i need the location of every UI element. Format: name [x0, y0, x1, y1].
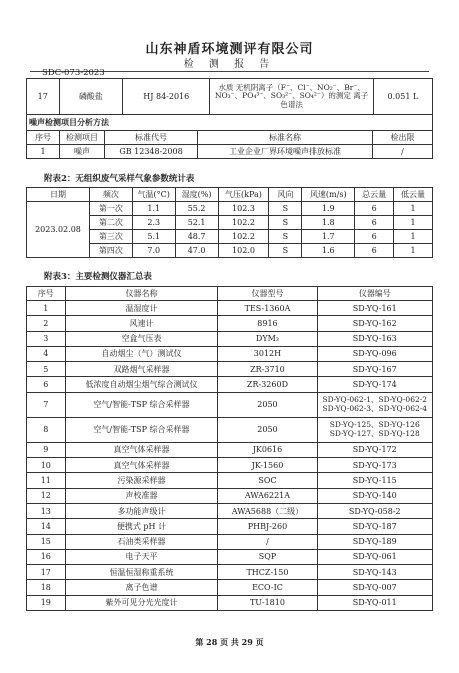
- table-row: 7 空气/智能-TSP 综合采样器 2050 SD-YQ-062-1、SD-YQ-062-2 SD-YQ-062-3、SD-YQ-062-4: [27, 392, 433, 417]
- report-title: 检 测 报 告: [183, 59, 276, 70]
- noise-header-row: 序号 检测项目 标准代号 标准名称 检出限: [27, 131, 433, 145]
- table-row: 5 双路烟气采样器 ZR-3710 SD-YQ-167: [27, 362, 433, 377]
- company-name: 山东神盾环境测评有限公司: [145, 42, 314, 57]
- table-row: 2 风速计 8916 SD-YQ-162: [27, 316, 433, 331]
- report-code: SDC-073-2023: [42, 68, 105, 78]
- page-number: 第 28 页 共 29 页: [195, 637, 264, 647]
- table-row: 16 电子天平 SQP SD-YQ-061: [27, 549, 433, 564]
- weather-table: [26, 187, 433, 258]
- table-row: 1 噪声 GB 12348-2008 工业企业厂界环境噪声排放标准 /: [27, 145, 433, 159]
- table-row: 15 石油类采样器 / SD-YQ-189: [27, 534, 433, 549]
- instruments-title: 附表3：主要检测仪器汇总表: [44, 272, 152, 282]
- table-row: 1 温湿度计 TES-1360A SD-YQ-161: [27, 301, 433, 316]
- table-row: 18 离子色谱 ECO-IC SD-YQ-007: [27, 580, 433, 595]
- weather-date: 2023.02.08: [27, 202, 90, 258]
- table-row: 3 空盒气压表 DYM₃ SD-YQ-163: [27, 331, 433, 346]
- table-row: 19 紫外可见分光光度计 TU-1810 SD-YQ-011: [27, 595, 433, 610]
- weather-header-row: 日期 频次 气温(°C) 湿度(%) 气压(kPa) 风向 风速(m/s) 总云量 低云量: [27, 188, 433, 202]
- table-row: 第四次 7.0 47.0 102.0 S 1.6 6 1: [27, 244, 433, 258]
- table-row: 12 声校准器 AWA6221A SD-YQ-140: [27, 488, 433, 503]
- instruments-table: [26, 286, 433, 611]
- table-row: 第二次 2.3 52.1 102.2 S 1.8 6 1: [27, 216, 433, 230]
- table-row: 4 自动烟尘（气）测试仪 3012H SD-YQ-096: [27, 346, 433, 361]
- table-row: 17 磷酸盐 HJ 84-2016 水质 无机阴离子（F⁻、Cl⁻、NO₂⁻、Br⁻、NO₃⁻、PO₄³⁻、SO₃²⁻、SO₄²⁻）的测定 离子色谱法 0.051 L: [27, 79, 433, 115]
- table-row: 11 污染源采样器 SOC SD-YQ-115: [27, 473, 433, 488]
- noise-table: [26, 114, 433, 159]
- table-row: 14 便携式 pH 计 PHBJ-260 SD-YQ-187: [27, 519, 433, 534]
- table-row: 17 恒温恒湿称重系统 THCZ-150 SD-YQ-143: [27, 565, 433, 580]
- method-table: [26, 78, 433, 115]
- table-row: 第三次 5.1 48.7 102.2 S 1.7 6 1: [27, 230, 433, 244]
- weather-title: 附表2：无组织废气采样气象参数统计表: [44, 174, 195, 184]
- table-row: 10 真空气体采样器 JK-1560 SD-YQ-173: [27, 458, 433, 473]
- table-row: 13 多功能声级计 AWA5688（二级） SD-YQ-058-2: [27, 503, 433, 518]
- table-row: 9 真空气体采样器 JK0616 SD-YQ-172: [27, 442, 433, 457]
- noise-title: 噪声检测项目分析方法: [27, 115, 433, 131]
- table-row: 6 低浓度自动烟尘烟气综合测试仪 ZR-3260D SD-YQ-174: [27, 377, 433, 392]
- table-row: 2023.02.08 第一次 1.1 55.2 102.3 S 1.9 6 1: [27, 202, 433, 216]
- instruments-header-row: 序号 仪器名称 仪器型号 仪器编号: [27, 287, 433, 301]
- table-row: 8 空气/智能-TSP 综合采样器 2050 SD-YQ-125、SD-YQ-126 SD-YQ-127、SD-YQ-128: [27, 417, 433, 442]
